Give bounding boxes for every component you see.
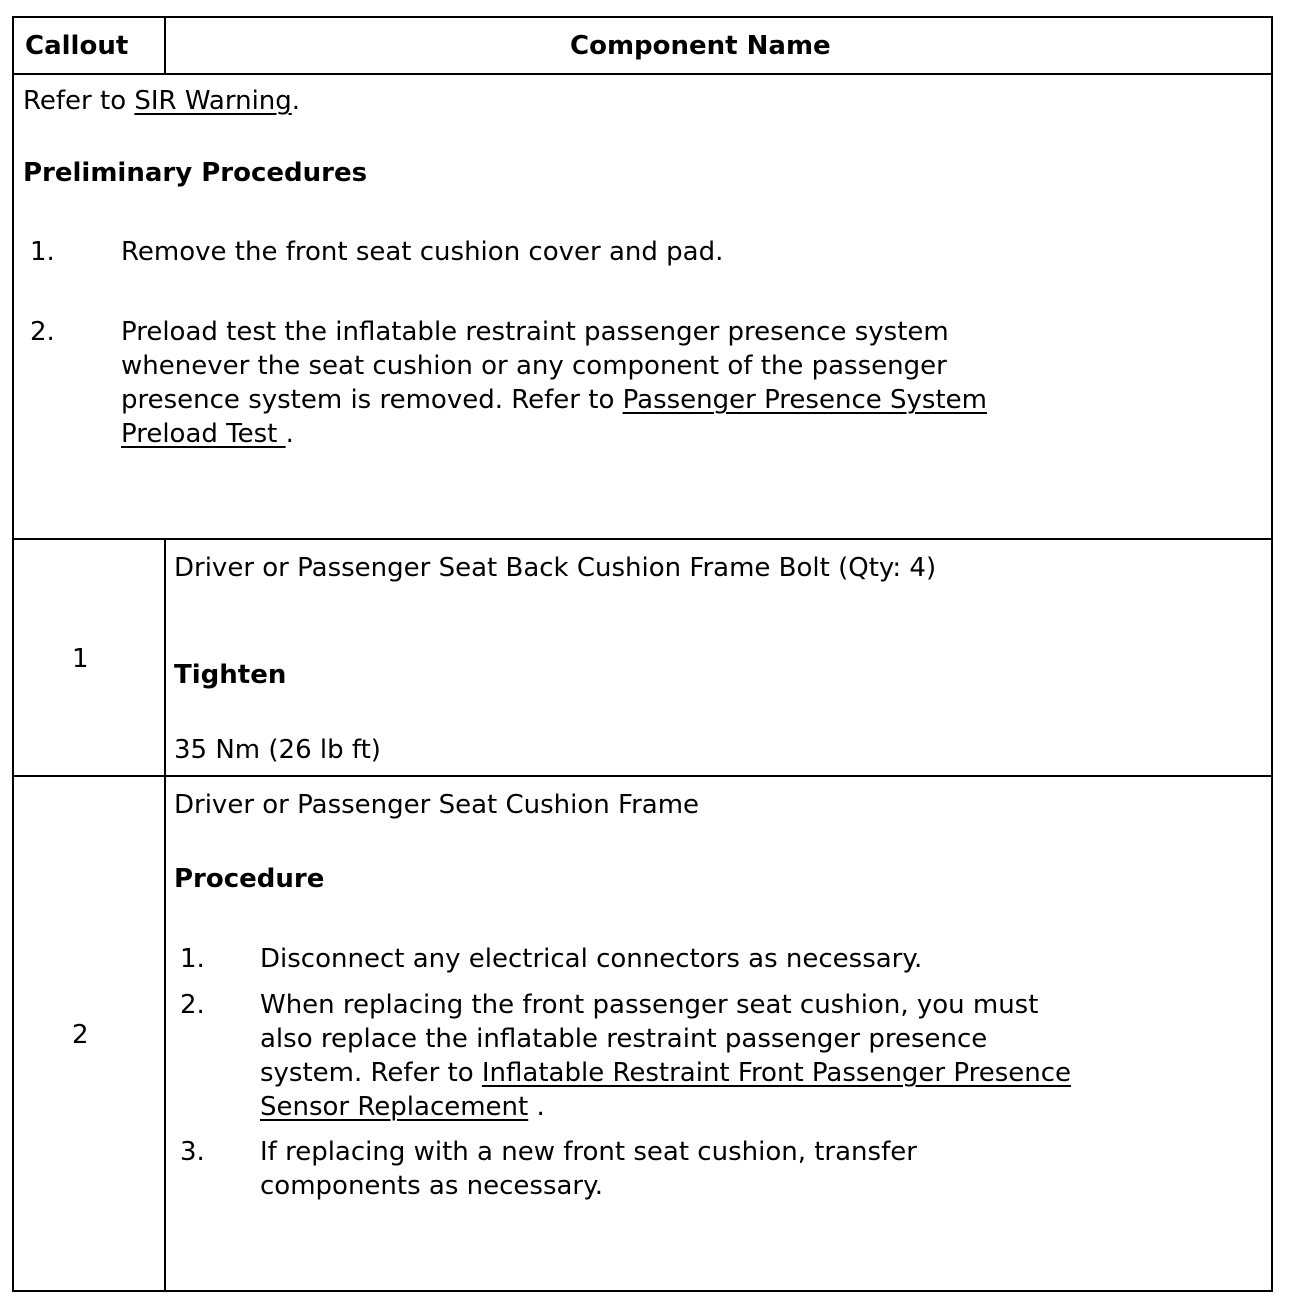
- step-text-prefix: system. Refer to: [260, 1058, 482, 1088]
- step-text-line: [121, 383, 987, 417]
- preliminary-procedures-heading: Preliminary Procedures: [23, 158, 368, 188]
- step-text-line: components as necessary.: [260, 1171, 604, 1201]
- step-number: 3.: [180, 1137, 205, 1167]
- component-table: [12, 16, 1273, 1292]
- row-divider: [14, 538, 1271, 540]
- step-text-prefix: presence system is removed. Refer to: [121, 385, 623, 415]
- sir-warning-link[interactable]: SIR Warning: [134, 86, 292, 116]
- header-divider: [14, 73, 1271, 75]
- header-callout: Callout: [25, 31, 129, 61]
- step-number: 1.: [30, 237, 55, 267]
- column-divider: [164, 18, 166, 74]
- step-number: 2.: [180, 990, 205, 1020]
- step-text-line: also replace the inflatable restraint passenger presence: [260, 1024, 988, 1054]
- column-divider: [164, 539, 166, 1292]
- step-number: 2.: [30, 317, 55, 347]
- row-divider: [14, 775, 1271, 777]
- step-text-suffix: .: [528, 1092, 545, 1122]
- step-text-line: [260, 1090, 545, 1124]
- callout-number: 1: [72, 644, 89, 674]
- sir-warning-reference: [23, 84, 300, 118]
- step-text-line: [260, 1056, 1071, 1090]
- step-text: Disconnect any electrical connectors as necessary.: [260, 944, 923, 974]
- callout-number: 2: [72, 1020, 89, 1050]
- step-text-line: When replacing the front passenger seat cushion, you must: [260, 990, 1039, 1020]
- component-title: Driver or Passenger Seat Back Cushion Frame Bolt (Qty: 4): [174, 553, 937, 583]
- step-text-line: whenever the seat cushion or any component of the passenger: [121, 351, 947, 381]
- presence-sensor-replacement-link[interactable]: Inflatable Restraint Front Passenger Presence: [481, 1058, 1072, 1088]
- passenger-presence-preload-test-link-cont[interactable]: Preload Test: [121, 419, 286, 449]
- passenger-presence-preload-test-link[interactable]: Passenger Presence System: [622, 385, 987, 415]
- step-text-line: Preload test the inflatable restraint passenger presence system: [121, 317, 949, 347]
- header-component-name: Component Name: [570, 31, 831, 61]
- presence-sensor-replacement-link-cont[interactable]: Sensor Replacement: [260, 1092, 529, 1122]
- step-text: Remove the front seat cushion cover and pad.: [121, 237, 724, 267]
- step-text-line: [121, 417, 294, 451]
- procedure-heading: Procedure: [174, 864, 325, 894]
- step-number: 1.: [180, 944, 205, 974]
- step-text-line: If replacing with a new front seat cushion, transfer: [260, 1137, 917, 1167]
- step-text-suffix: .: [285, 419, 294, 449]
- torque-value: 35 Nm (26 lb ft): [174, 735, 381, 765]
- component-title: Driver or Passenger Seat Cushion Frame: [174, 790, 700, 820]
- refer-suffix: .: [291, 86, 301, 116]
- tighten-heading: Tighten: [174, 660, 287, 690]
- refer-prefix: Refer to: [23, 86, 135, 116]
